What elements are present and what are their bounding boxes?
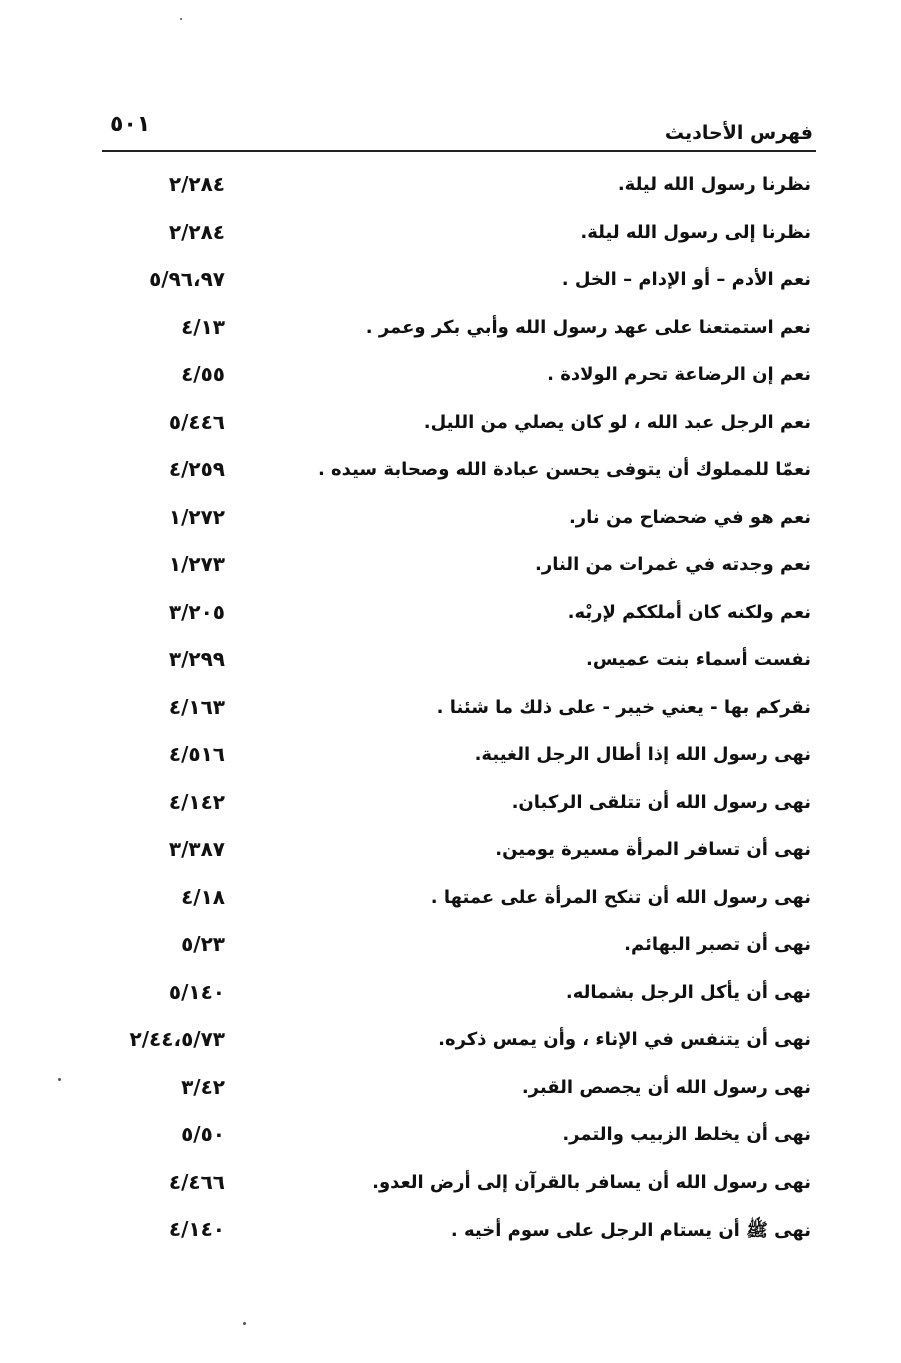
volume-page-ref: ٤/١٤٢ — [168, 789, 225, 814]
hadith-text: نعم ولكنه كان أملككم لإربْه. — [567, 601, 811, 623]
volume-page-ref: ٣/٣٨٧ — [168, 837, 225, 861]
hadith-text: نظرنا رسول الله ليلة. — [617, 174, 811, 195]
index-entry — [0, 216, 901, 264]
index-entry — [0, 1023, 901, 1071]
volume-page-ref: ٥/٩٦،٩٧ — [149, 267, 225, 291]
index-entry — [0, 358, 901, 406]
volume-page-ref: ١/٢٧٣ — [168, 552, 225, 576]
scan-speck — [180, 18, 182, 20]
volume-page-ref: ٤/١٦٣ — [168, 694, 225, 719]
volume-page-ref: ٥/٥٠ — [181, 1122, 225, 1146]
scan-speck — [58, 1078, 61, 1081]
hadith-text: نهى أن يخلط الزبيب والتمر. — [562, 1124, 811, 1145]
index-entry — [0, 643, 901, 691]
hadith-text: نعم هو في ضحضاح من نار. — [568, 506, 811, 528]
index-entry — [0, 263, 901, 311]
index-entry — [0, 691, 901, 739]
volume-page-ref: ٤/٢٥٩ — [168, 457, 225, 481]
volume-page-ref: ٣/٢٠٥ — [168, 599, 225, 624]
index-entry — [0, 738, 901, 786]
index-entry — [0, 881, 901, 929]
hadith-text: نهى أن يتنفس في الإناء ، وأن يمس ذكره. — [438, 1029, 811, 1050]
index-entry — [0, 596, 901, 644]
volume-page-ref: ٣/٤٢ — [181, 1074, 225, 1099]
index-entry — [0, 168, 901, 216]
index-entry — [0, 501, 901, 549]
index-entry — [0, 1071, 901, 1119]
volume-page-ref: ٤/١٤٠ — [168, 1217, 225, 1241]
index-entry — [0, 976, 901, 1024]
hadith-text: نعم وجدته في غمرات من النار. — [535, 554, 811, 575]
hadith-text: نقركم بها - يعني خيبر - على ذلك ما شئنا . — [436, 696, 811, 718]
index-entry — [0, 833, 901, 881]
hadith-text: نعم الأدم – أو الإدام – الخل . — [561, 269, 811, 290]
volume-page-ref: ٤/٤٦٦ — [168, 1169, 225, 1194]
index-entry — [0, 548, 901, 596]
header-rule — [102, 150, 816, 152]
page-number: ٥٠١ — [110, 112, 151, 137]
hadith-text: نعم الرجل عبد الله ، لو كان يصلي من الليل. — [423, 411, 811, 433]
scan-speck — [243, 1322, 246, 1325]
index-entry — [0, 786, 901, 834]
index-entry — [0, 1166, 901, 1214]
hadith-index-list — [0, 168, 901, 1261]
index-entry — [0, 453, 901, 501]
index-entry — [0, 928, 901, 976]
volume-page-ref: ٥/٢٣ — [181, 932, 225, 956]
volume-page-ref: ٤/٥١٦ — [168, 742, 225, 766]
volume-page-ref: ٤/١٣ — [181, 314, 225, 339]
index-entry — [0, 311, 901, 359]
hadith-text: نظرنا إلى رسول الله ليلة. — [580, 221, 811, 243]
hadith-text: نعم استمتعنا على عهد رسول الله وأبي بكر وعمر . — [365, 316, 811, 338]
hadith-text: نهى رسول الله إذا أطال الرجل الغيبة. — [474, 744, 811, 765]
index-entry — [0, 1213, 901, 1261]
hadith-text: نهى رسول الله أن تنكح المرأة على عمتها . — [430, 886, 811, 908]
hadith-text: نهى رسول الله أن يجصص القبر. — [521, 1076, 811, 1098]
volume-page-ref: ٥/٤٤٦ — [168, 409, 225, 434]
hadith-text: نفست أسماء بنت عميس. — [586, 649, 811, 670]
hadith-text: نعم إن الرضاعة تحرم الولادة . — [547, 364, 811, 385]
hadith-text: نهى أن تصبر البهائم. — [624, 934, 811, 955]
page-header-title: فهرس الأحاديث — [664, 122, 813, 144]
index-entry — [0, 1118, 901, 1166]
hadith-text: نعمّا للمملوك أن يتوفى يحسن عبادة الله وصحابة سيده . — [317, 459, 811, 480]
index-entry — [0, 406, 901, 454]
volume-page-ref: ٢/٢٨٤ — [168, 219, 225, 244]
hadith-text: نهى أن يأكل الرجل بشماله. — [565, 981, 811, 1003]
volume-page-ref: ٢/٢٨٤ — [168, 172, 225, 196]
volume-page-ref: ٣/٢٩٩ — [168, 647, 225, 671]
hadith-text: نهى أن تسافر المرأة مسيرة يومين. — [495, 839, 811, 860]
volume-page-ref: ٤/٥٥ — [181, 362, 225, 386]
hadith-text: نهى رسول الله أن يسافر بالقرآن إلى أرض العدو. — [372, 1171, 811, 1193]
hadith-text: نهى ﷺ أن يستام الرجل على سوم أخيه . — [450, 1220, 811, 1241]
volume-page-ref: ٢/٤٤،٥/٧٣ — [129, 1027, 225, 1051]
volume-page-ref: ٤/١٨ — [181, 884, 225, 909]
hadith-text: نهى رسول الله أن تتلقى الركبان. — [511, 791, 811, 813]
volume-page-ref: ٥/١٤٠ — [168, 979, 225, 1004]
volume-page-ref: ١/٢٧٢ — [168, 504, 225, 529]
